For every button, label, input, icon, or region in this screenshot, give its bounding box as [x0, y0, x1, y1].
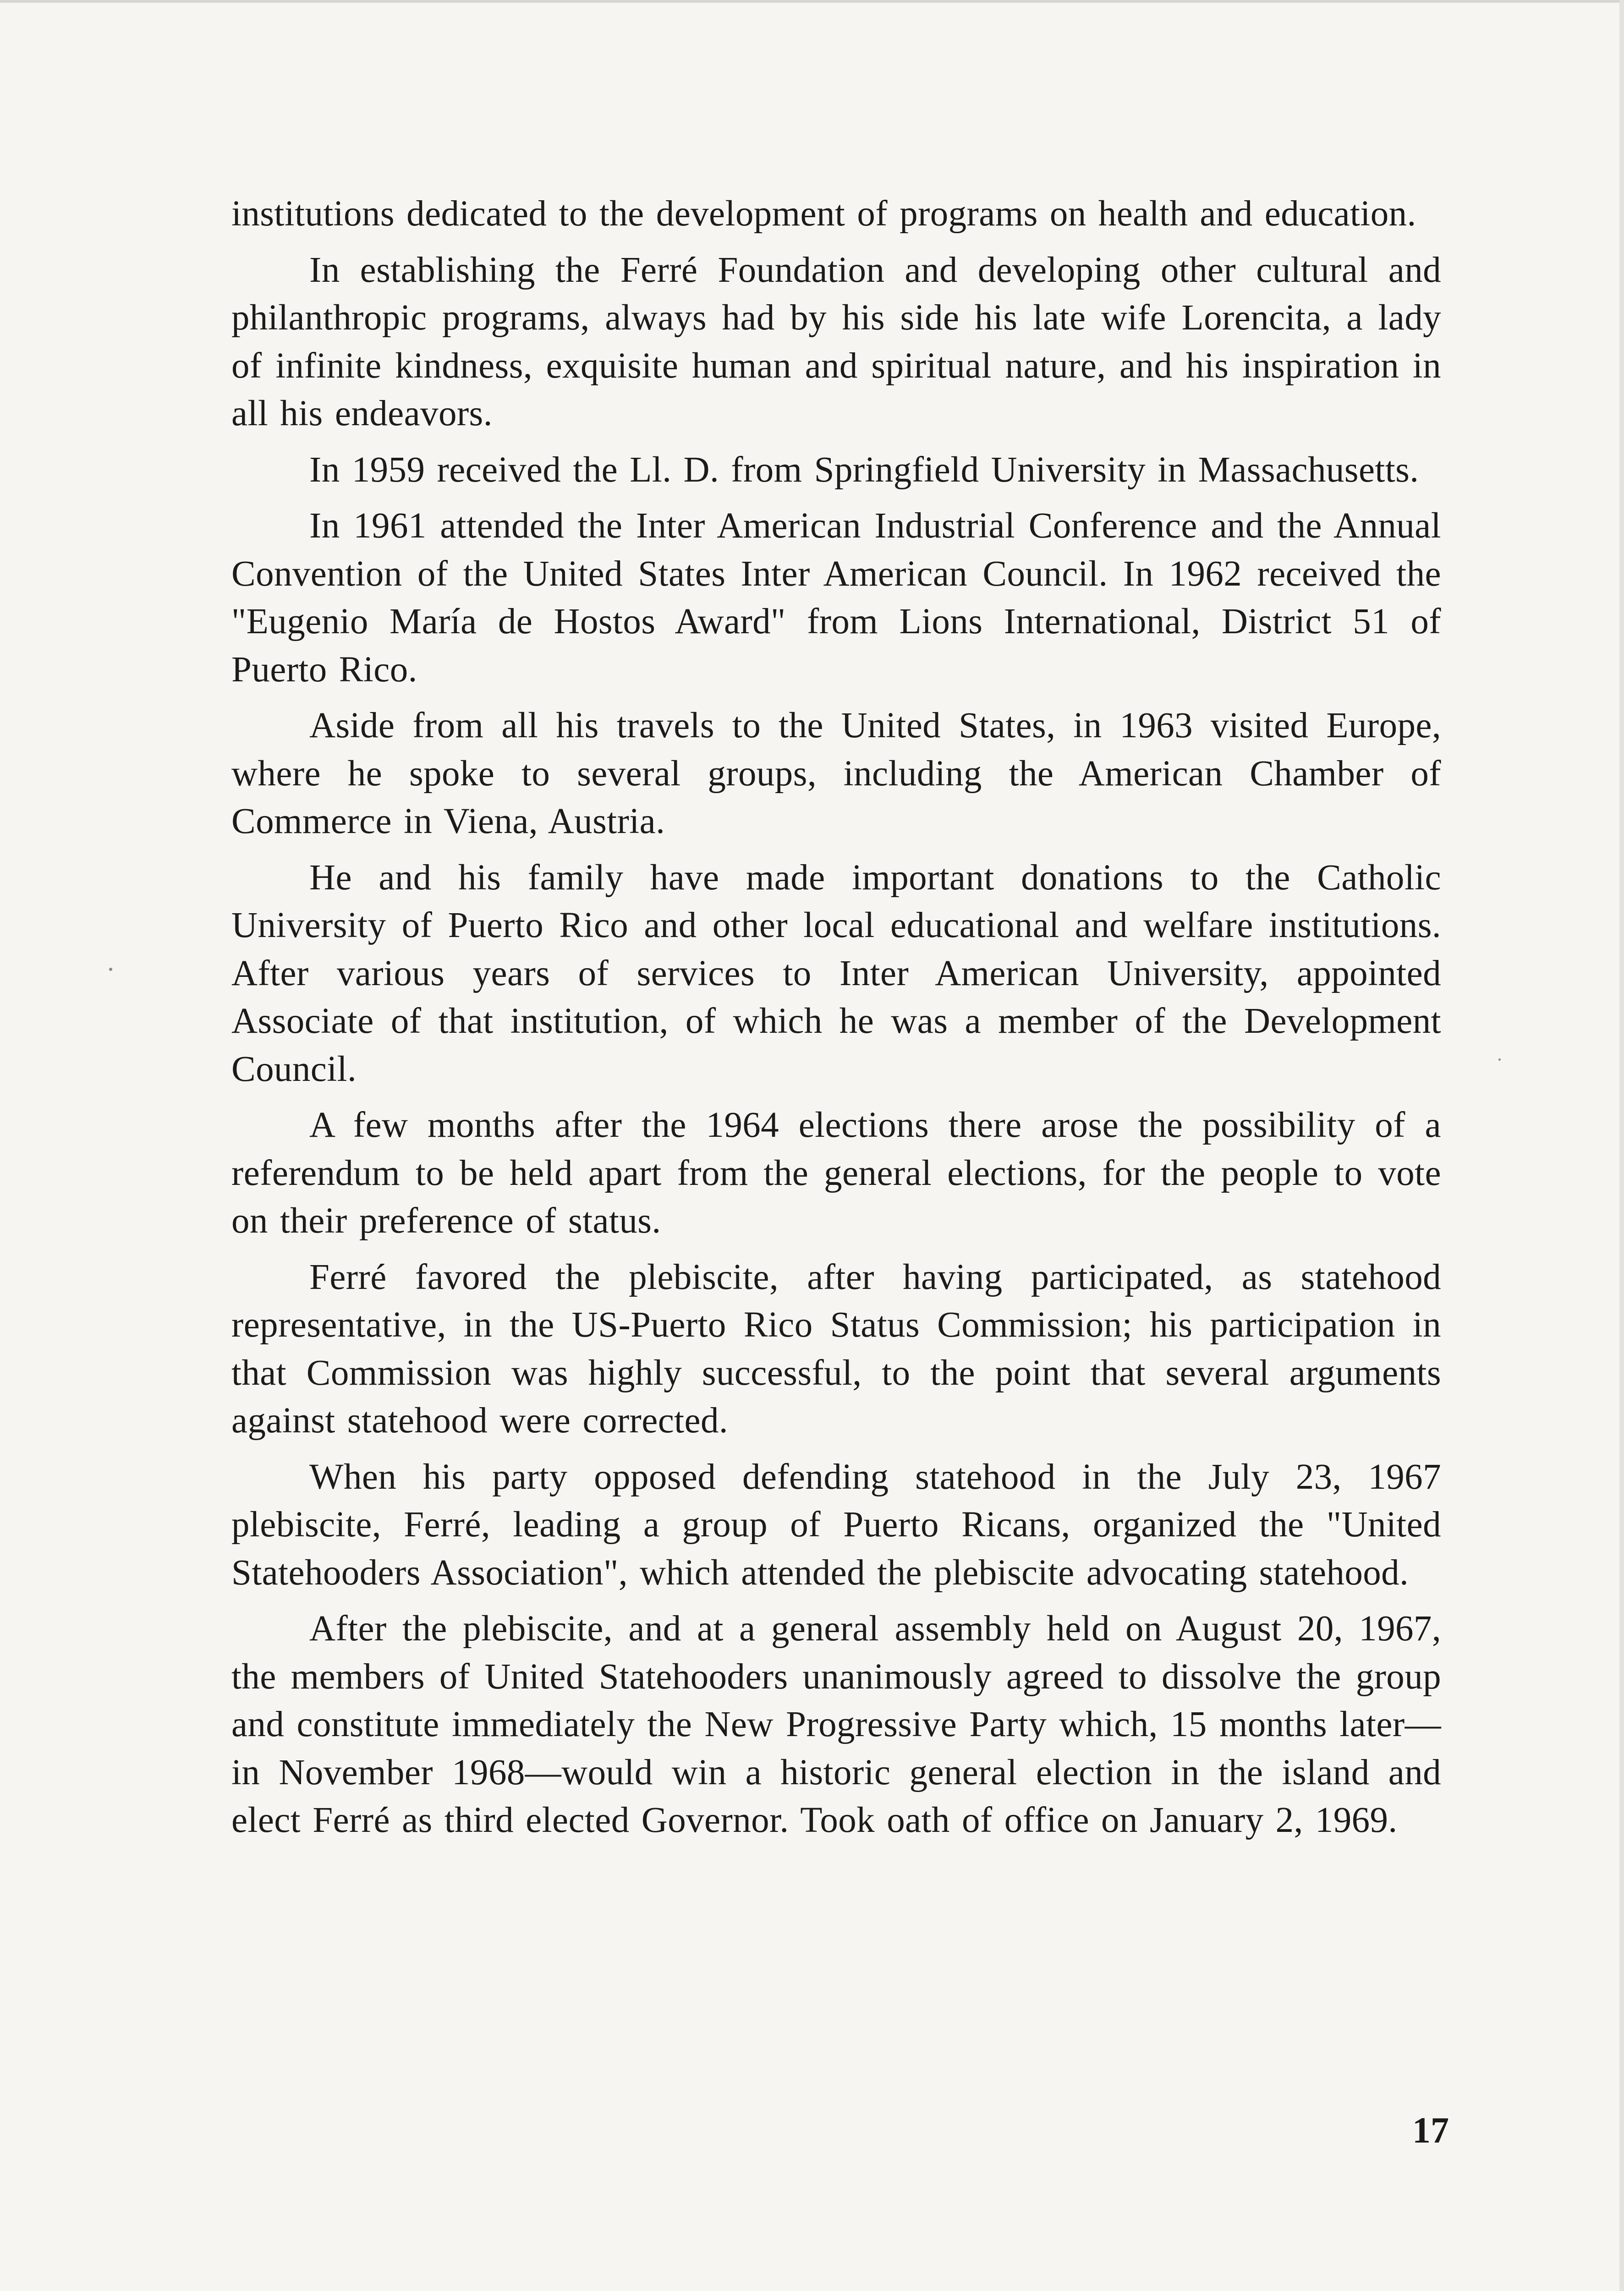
- paragraph-7: A few months after the 1964 elections there arose the possibility of a referendum to be held apart from the general elections, for the people to vote on their preference of status.: [231, 1105, 1441, 1241]
- paragraph-9: When his party opposed defending statehood in the July 23, 1967 plebiscite, Ferré, leading a group of Puerto Ricans, organized the "United Statehooders Association", which attended the plebiscite advocating statehood.: [231, 1457, 1441, 1593]
- paragraph-5: Aside from all his travels to the United States, in 1963 visited Europe, where he spoke to several groups, including the American Chamber of Commerce in Viena, Austria.: [231, 706, 1441, 841]
- scan-speck: [109, 968, 112, 971]
- paragraph-10: After the plebiscite, and at a general assembly held on August 20, 1967, the members of United Statehooders unanimously agreed to dissolve the group and constitute immediately the New Progressive Party which, 15 months later—in November 1968—would win a historic general election in the island and elect Ferré as third elected Governor. Took oath of office on January 2, 1969.: [231, 1609, 1441, 1840]
- paragraph-6: He and his family have made important donations to the Catholic University of Puerto Rico and other local educational and welfare institutions. After various years of services to Inter American University, appointed Associate of that institution, of which he was a member of the Development Council.: [231, 857, 1441, 1089]
- scan-edge-right: [1619, 0, 1624, 2291]
- page-number: 17: [1412, 2110, 1449, 2151]
- paragraph-3: In 1959 received the Ll. D. from Springfield University in Massachusetts.: [309, 449, 1419, 490]
- paragraph-2: In establishing the Ferré Foundation and developing other cultural and philanthropic programs, always had by his side his late wife Lorencita, a lady of infinite kindness, exquisite human and spiritual nature, and his inspiration in all his endeavors.: [231, 250, 1441, 433]
- paragraph-1: institutions dedicated to the development of programs on health and education.: [231, 194, 1416, 234]
- scan-edge-top: [0, 0, 1624, 3]
- page-body: [231, 190, 1441, 1853]
- paragraph-4: In 1961 attended the Inter American Industrial Conference and the Annual Convention of the United States Inter American Council. In 1962 received the "Eugenio María de Hostos Award" from Lions International, District 51 of Puerto Rico.: [231, 506, 1441, 690]
- paragraph-8: Ferré favored the plebiscite, after having participated, as statehood representative, in the US-Puerto Rico Status Commission; his participation in that Commission was highly successful, to the point that several arguments against statehood were corrected.: [231, 1257, 1441, 1441]
- scan-speck: [1498, 1058, 1501, 1061]
